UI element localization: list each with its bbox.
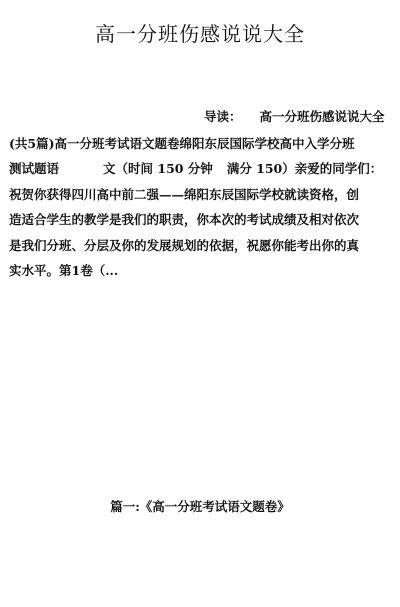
guide-text: 高一分班伤感说说大全 bbox=[259, 109, 385, 124]
body-line-part: 满分 150）亲爱的同学们： bbox=[226, 161, 383, 177]
body-line bbox=[9, 156, 393, 181]
body-line: 是我们分班、分层及你的发展规划的依据，祝愿你能考出你的真 bbox=[9, 237, 360, 253]
document-title: 高一分班伤感说说大全 bbox=[95, 22, 305, 46]
body-line: 造适合学生的教学是我们的职责，你本次的考试成绩及相对依次 bbox=[9, 212, 360, 228]
body-line: (共5篇)高一分班考试语文题卷绵阳东辰国际学校高中入学分班 bbox=[9, 136, 355, 151]
body-line: 实水平。第1卷（... bbox=[9, 262, 119, 278]
body-line-part: 文（时间 150 分钟 bbox=[103, 161, 213, 177]
section-heading: 篇一:《高一分班考试语文题卷》 bbox=[110, 499, 290, 514]
body-line-part: 测试题语 bbox=[9, 161, 60, 177]
body-paragraph bbox=[9, 131, 393, 283]
body-line: 祝贺你获得四川高中前二强——绵阳东辰国际学校就读资格，创 bbox=[9, 186, 360, 202]
guide-label: 导读： bbox=[204, 109, 242, 124]
guide-line bbox=[204, 107, 385, 125]
